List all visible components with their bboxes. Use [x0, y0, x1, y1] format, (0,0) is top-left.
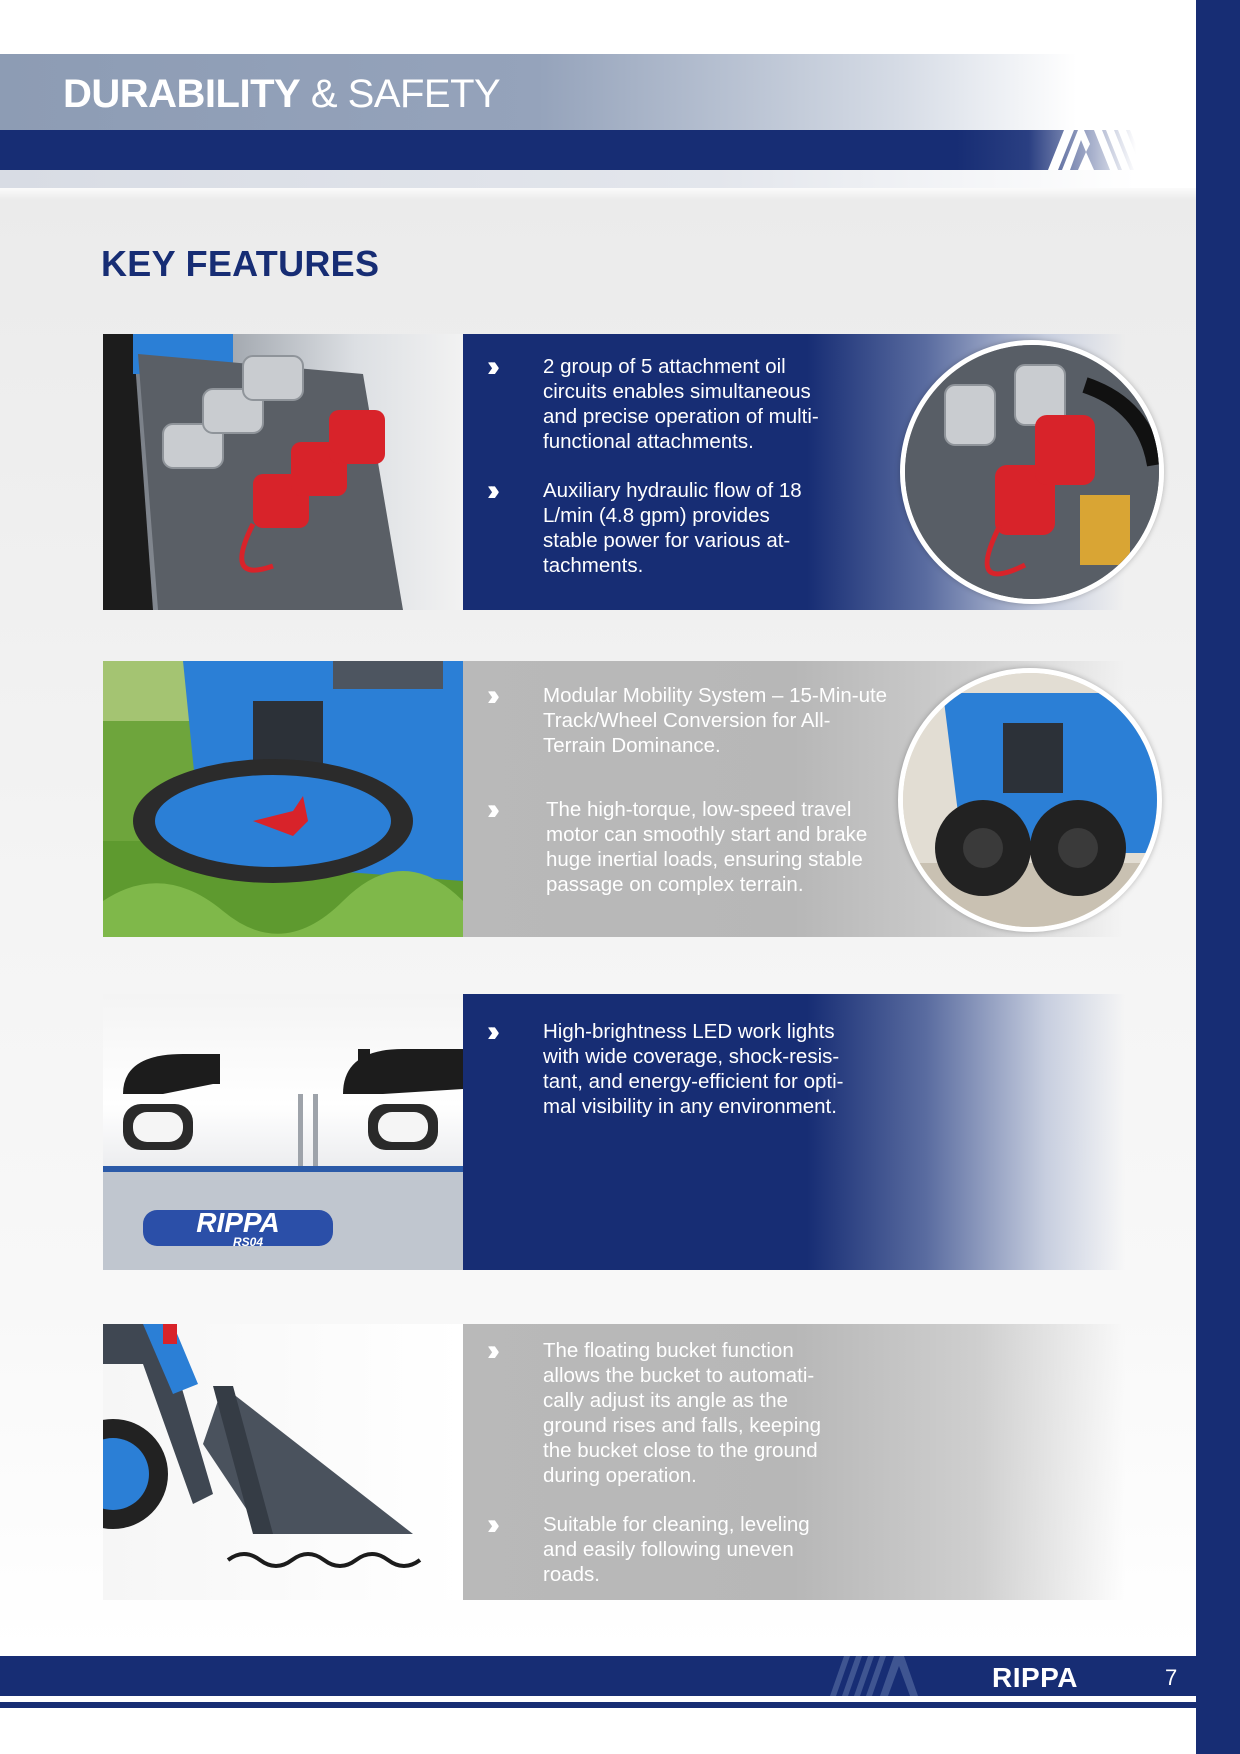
feature-panel-4 [463, 1324, 1125, 1600]
double-chevron-right-icon: ›› [487, 474, 493, 507]
feature-3-text-1: High-brightness LED work lights with wide coverage, shock-resis-tant, and energy-efficient for opti-mal visibility in any environment. [543, 1020, 844, 1118]
page-title [63, 72, 500, 117]
wheel-conversion-photo [898, 668, 1162, 932]
feature-panel-3 [463, 994, 1125, 1270]
right-edge-bar [1196, 0, 1240, 1754]
footer-brand-logo: RIPPA [992, 1662, 1078, 1693]
hydraulic-couplers-photo [103, 334, 463, 610]
double-chevron-right-icon: ›› [487, 1015, 493, 1048]
coupler-closeup-illustration [905, 345, 1159, 599]
page-number: 7 [1165, 1665, 1178, 1690]
feature-1-bullet-1 [487, 350, 843, 454]
feature-2-text-2: The high-torque, low-speed travel motor can smoothly start and brake huge inertial loads, ensuring stable passage on complex terrain. [546, 798, 868, 896]
feature-4-text-2: Suitable for cleaning, leveling and easily following uneven roads. [543, 1513, 810, 1586]
floating-bucket-illustration [103, 1324, 463, 1600]
machine-model-label: RS04 [232, 1235, 264, 1249]
feature-1-text-2: Auxiliary hydraulic flow of 18 L/min (4.8 gpm) provides stable power for various at-tachments. [543, 479, 802, 577]
feature-2-text-1: Modular Mobility System – 15-Min-ute Track/Wheel Conversion for All-Terrain Dominance. [543, 684, 888, 757]
feature-4-bullet-1 [487, 1334, 853, 1488]
rippa-stripes-logo-icon [1048, 130, 1156, 170]
machine-brand-label: RIPPA [196, 1207, 280, 1238]
footer-line [0, 1702, 1196, 1708]
led-work-lights-illustration [103, 994, 463, 1270]
double-chevron-right-icon: ›› [487, 350, 493, 383]
coupler-closeup-photo [900, 340, 1164, 604]
header-stripe [0, 130, 1196, 170]
double-chevron-right-icon: ›› [487, 679, 493, 712]
double-chevron-right-icon: ›› [487, 793, 493, 826]
feature-4-text-1: The floating bucket function allows the bucket to automati-cally adjust its angle as the ground rises and falls, keeping the bucket close to the ground during operation. [543, 1339, 822, 1487]
track-undercarriage-photo [103, 661, 463, 937]
feature-2-bullet-2 [487, 793, 898, 897]
double-chevron-right-icon: ›› [487, 1508, 493, 1541]
hydraulic-couplers-illustration [103, 334, 463, 610]
feature-3-bullet-1 [487, 1015, 873, 1119]
feature-1-text-1: 2 group of 5 attachment oil circuits enables simultaneous and precise operation of multi-functional attachments. [543, 355, 819, 453]
feature-2-bullet-1 [487, 679, 893, 758]
led-work-lights-photo [103, 994, 463, 1270]
feature-1-bullet-2 [487, 474, 828, 578]
section-title: KEY FEATURES [101, 243, 380, 284]
double-chevron-right-icon: ›› [487, 1334, 493, 1367]
footer-stripes-logo-icon [830, 1656, 940, 1696]
feature-4-bullet-2 [487, 1508, 843, 1587]
page-title-rest: & SAFETY [310, 72, 501, 116]
header-stripe-light [0, 170, 1196, 188]
wheel-conversion-illustration [903, 673, 1157, 927]
page-title-bold: DURABILITY [63, 72, 301, 116]
track-undercarriage-illustration [103, 661, 463, 937]
floating-bucket-photo [103, 1324, 463, 1600]
